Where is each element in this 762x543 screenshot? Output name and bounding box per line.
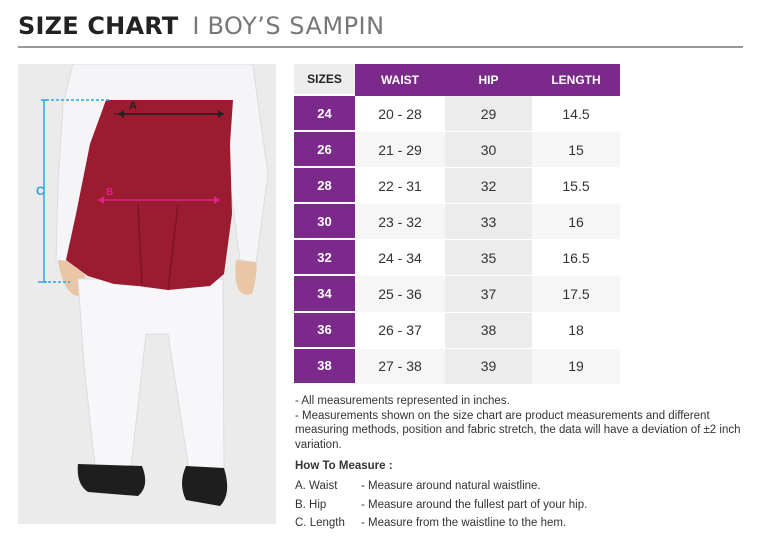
- page-header: [18, 12, 385, 44]
- title-divider: [18, 46, 743, 48]
- header-sizes: SIZES: [294, 64, 355, 96]
- hip-cell: 32: [445, 168, 532, 204]
- table-row: [294, 204, 620, 240]
- table-row: [294, 96, 620, 132]
- length-cell: 15.5: [532, 168, 620, 204]
- label-b: B: [106, 187, 114, 198]
- header-length: LENGTH: [532, 64, 620, 96]
- table-row: [294, 276, 620, 312]
- hip-cell: 37: [445, 276, 532, 312]
- how-to-measure: [295, 460, 587, 533]
- label-a: A: [129, 100, 137, 112]
- waist-cell: 21 - 29: [355, 132, 445, 168]
- length-cell: 14.5: [532, 96, 620, 132]
- note-item: - Measurements shown on the size chart are product measurements and different measuring methods, position and fabric stretch, the data will have a deviation of ±2 inch variation.: [295, 409, 741, 451]
- title-separator: I: [192, 12, 200, 40]
- size-cell: 24: [294, 96, 355, 132]
- table-row: [294, 349, 620, 385]
- table-header-row: [294, 64, 620, 96]
- hip-cell: 30: [445, 132, 532, 168]
- length-cell: 19: [532, 349, 620, 385]
- how-to-measure-title: How To Measure :: [295, 460, 393, 472]
- size-cell: 32: [294, 240, 355, 276]
- length-cell: 15: [532, 132, 620, 168]
- table-row: [294, 168, 620, 204]
- table-row: [294, 240, 620, 276]
- size-cell: 36: [294, 313, 355, 349]
- how-to-key: B. Hip: [295, 498, 327, 511]
- hip-cell: 38: [445, 313, 532, 349]
- hip-cell: 35: [445, 240, 532, 276]
- size-cell: 28: [294, 168, 355, 204]
- size-cell: 34: [294, 276, 355, 312]
- how-to-desc: - Measure around natural waistline.: [361, 480, 541, 493]
- waist-cell: 23 - 32: [355, 204, 445, 240]
- hip-cell: 33: [445, 204, 532, 240]
- how-to-key: C. Length: [295, 517, 345, 530]
- size-chart-table: [294, 64, 620, 385]
- table-row: [294, 132, 620, 168]
- waist-cell: 20 - 28: [355, 96, 445, 132]
- header-hip: HIP: [445, 64, 532, 96]
- how-to-desc: - Measure from the waistline to the hem.: [361, 517, 567, 530]
- length-cell: 18: [532, 313, 620, 349]
- length-cell: 17.5: [532, 276, 620, 312]
- sampin-measure-diagram: [18, 64, 276, 524]
- how-to-desc: - Measure around the fullest part of your hip.: [361, 498, 588, 511]
- size-cell: 38: [294, 349, 355, 385]
- product-photo: [18, 64, 276, 524]
- length-cell: 16.5: [532, 240, 620, 276]
- size-cell: 30: [294, 204, 355, 240]
- measurement-notes: [295, 394, 745, 452]
- waist-cell: 25 - 36: [355, 276, 445, 312]
- waist-cell: 22 - 31: [355, 168, 445, 204]
- how-to-item: [295, 514, 587, 533]
- hip-cell: 29: [445, 96, 532, 132]
- page-subtitle: BOY’S SAMPIN: [207, 12, 385, 40]
- waist-cell: 24 - 34: [355, 240, 445, 276]
- note-item: - All measurements represented in inches.: [295, 395, 510, 407]
- how-to-key: A. Waist: [295, 480, 338, 493]
- length-cell: 16: [532, 204, 620, 240]
- hip-cell: 39: [445, 349, 532, 385]
- table-row: [294, 313, 620, 349]
- how-to-item: [295, 496, 587, 515]
- how-to-item: [295, 477, 587, 496]
- header-waist: WAIST: [355, 64, 445, 96]
- label-c: C: [36, 184, 45, 198]
- waist-cell: 27 - 38: [355, 349, 445, 385]
- page-title: SIZE CHART: [18, 12, 179, 40]
- waist-cell: 26 - 37: [355, 313, 445, 349]
- size-cell: 26: [294, 132, 355, 168]
